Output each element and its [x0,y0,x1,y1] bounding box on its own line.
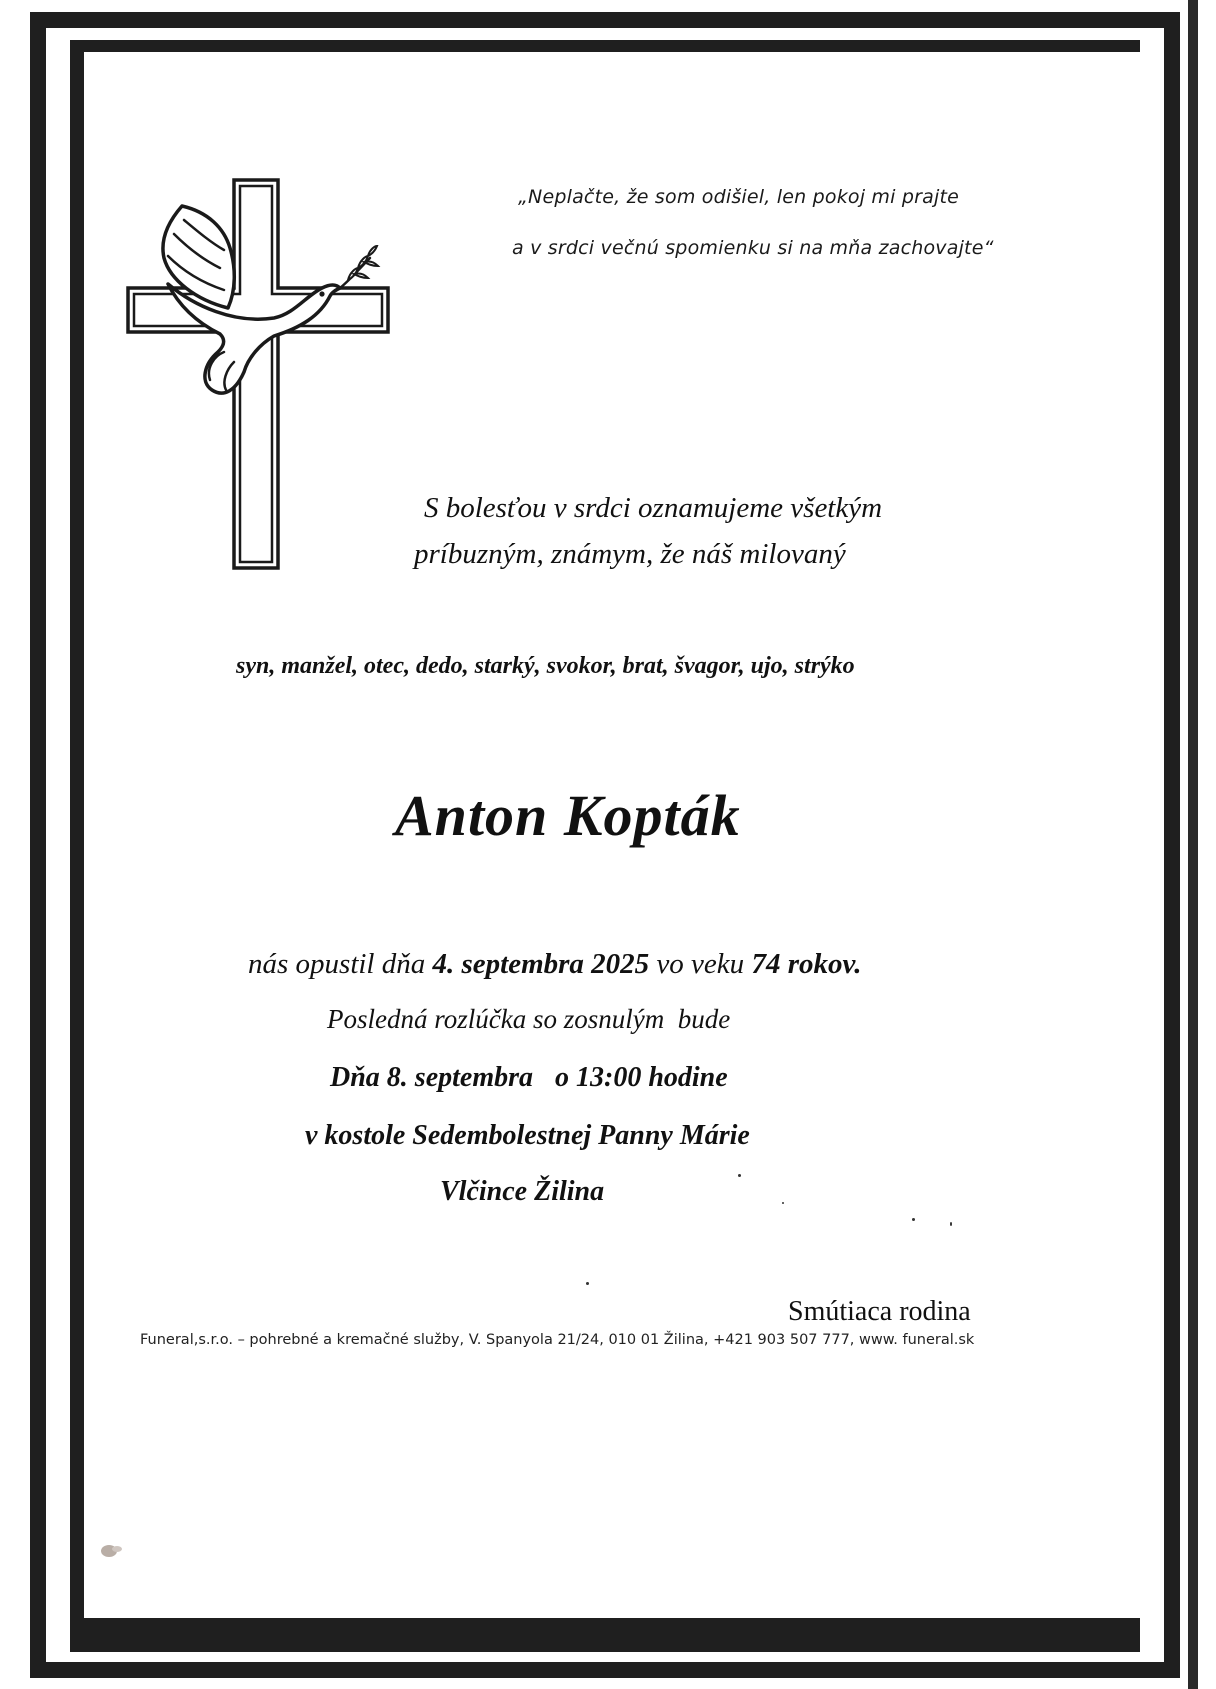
scan-speck [738,1174,741,1177]
age-at-death: 74 rokov. [751,948,862,980]
scan-speck [782,1202,784,1204]
deceased-name: Anton Kopták [395,783,741,848]
scan-speck [950,1222,952,1226]
funeral-service-footer: Funeral,s.r.o. – pohrebné a kremačné služby, V. Spanyola 21/24, 010 01 Žilina, +421 903 507 777, www. funeral.sk [140,1332,975,1348]
ceremony-place-line-1: v kostole Sedembolestnej Panny Márie [305,1120,750,1151]
announcement-line-1: S bolesťou v srdci oznamujeme všetkým [424,492,883,524]
scan-smudge [99,1542,125,1558]
ceremony-date-time [330,1062,728,1094]
scan-speck [586,1282,589,1285]
quote-line-2: a v srdci večnú spomienku si na mňa zachovajte“ [512,237,994,259]
ceremony-date: Dňa 8. septembra [330,1062,533,1093]
ceremony-time: o 13:00 hodine [555,1062,728,1093]
scan-speck [912,1218,915,1221]
scan-right-edge [1188,0,1216,1689]
quote-line-1: „Neplačte, že som odišiel, len pokoj mi prajte [518,186,959,208]
ceremony-place-line-2: Vlčince Žilina [440,1176,605,1207]
cross-with-dove-icon [124,176,394,576]
farewell-intro: Posledná rozlúčka so zosnulým bude [327,1004,731,1034]
death-notice [248,948,862,981]
relations-line: syn, manžel, otec, dedo, starký, svokor, brat, švagor, ujo, strýko [236,653,855,679]
death-notice-middle: vo veku [649,948,752,980]
death-date: 4. septembra 2025 [432,948,650,980]
family-signature: Smútiaca rodina [788,1296,971,1327]
announcement-line-2: príbuzným, známym, že náš milovaný [414,538,846,570]
death-notice-prefix: nás opustil dňa [248,948,433,980]
